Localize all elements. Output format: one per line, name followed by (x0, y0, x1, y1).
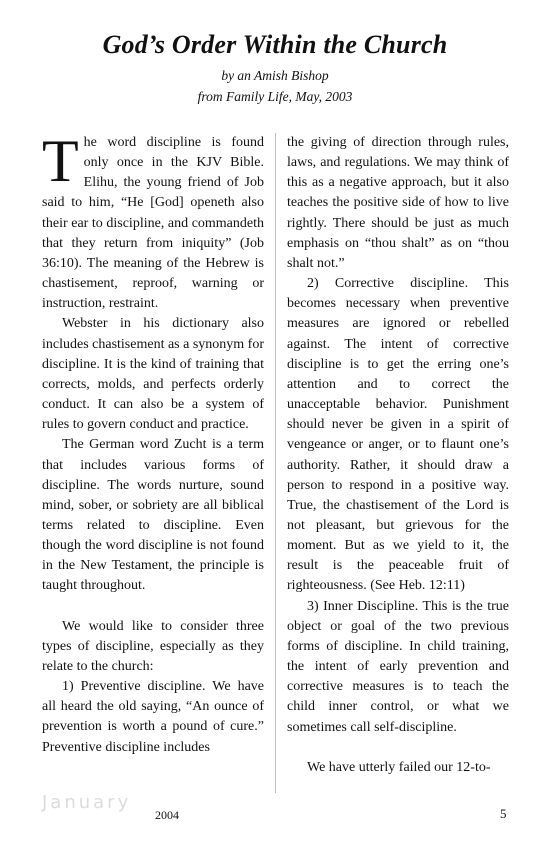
paragraph (42, 128, 264, 314)
right-column (287, 133, 509, 778)
left-column (42, 128, 265, 758)
column-divider (275, 133, 276, 793)
paragraph: the giving of direction through rules, laws, and regulations. We may think of this as a negative approach, but it also teaches the positive side of how to live rightly. There should be just as much emphasis on “thou shalt” as on “thou shalt not.” (287, 135, 509, 271)
paragraph: 2) Corrective discipline. This becomes necessary when preventive measures are ignored or rebelled against. The intent of corrective discipline is to get the erring one’s attention and to correct the unacceptable behavior. Punishment should never be given in a spirit of vengeance or anger, or to flaunt one’s authority. Rather, it should draw a person to respond in a positive way. True, the chastisement of the Lord is not pleasant, but grievous for the moment. But as we yield to it, the result is the peaceable fruit of righteousness. (See Heb. 12:11) (287, 276, 509, 594)
paragraph: We would like to consider three types of discipline, especially as they relate to the church: (42, 618, 264, 674)
paragraph: 3) Inner Discipline. This is the true object or goal of the two previous forms of discipline. In child training, the intent of early prevention and corrective measures is to teach the child inner control, or what we sometimes call self-discipline. (287, 598, 509, 735)
article-title: God’s Order Within the Church (102, 30, 448, 59)
drop-cap: T (42, 128, 79, 194)
byline-source: from Family Life, May, 2003 (197, 89, 353, 104)
paragraph: 1) Preventive discipline. We have all heard the old saying, “An ounce of prevention is worth a pound of cure.” Preventive discipline includes (42, 679, 264, 755)
paragraph-text: he word discipline is found only once in the KJV Bible. Elihu, the young friend of Job said to him, “He [God] openeth also their ear to discipline, and commandeth that they return from iniquity” (Job 36:10). The meaning of the Hebrew is chastisement, reproof, warning or instruction, restraint. (42, 135, 264, 312)
paragraph: We have utterly failed our 12-to- (307, 759, 491, 775)
paragraph: Webster in his dictionary also includes chastisement as a synonym for discipline. It is the kind of training that corrects, molds, and perfects orderly conduct. It can also be a system of rules to govern conduct and practice. (42, 316, 265, 433)
paragraph-gap (287, 738, 509, 758)
footer-month: January (42, 792, 132, 813)
paragraph-gap (42, 597, 264, 617)
byline-author: by an Amish Bishop (221, 68, 329, 83)
footer-year: 2004 (155, 808, 179, 822)
page-number: 5 (500, 806, 507, 821)
paragraph: The German word Zucht is a term that includes various forms of discipline. The words nurture, sound mind, sober, or sobriety are all biblical terms related to discipline. Even though the word discipline is not found in the New Testament, the principle is taught throughout. (42, 437, 264, 594)
